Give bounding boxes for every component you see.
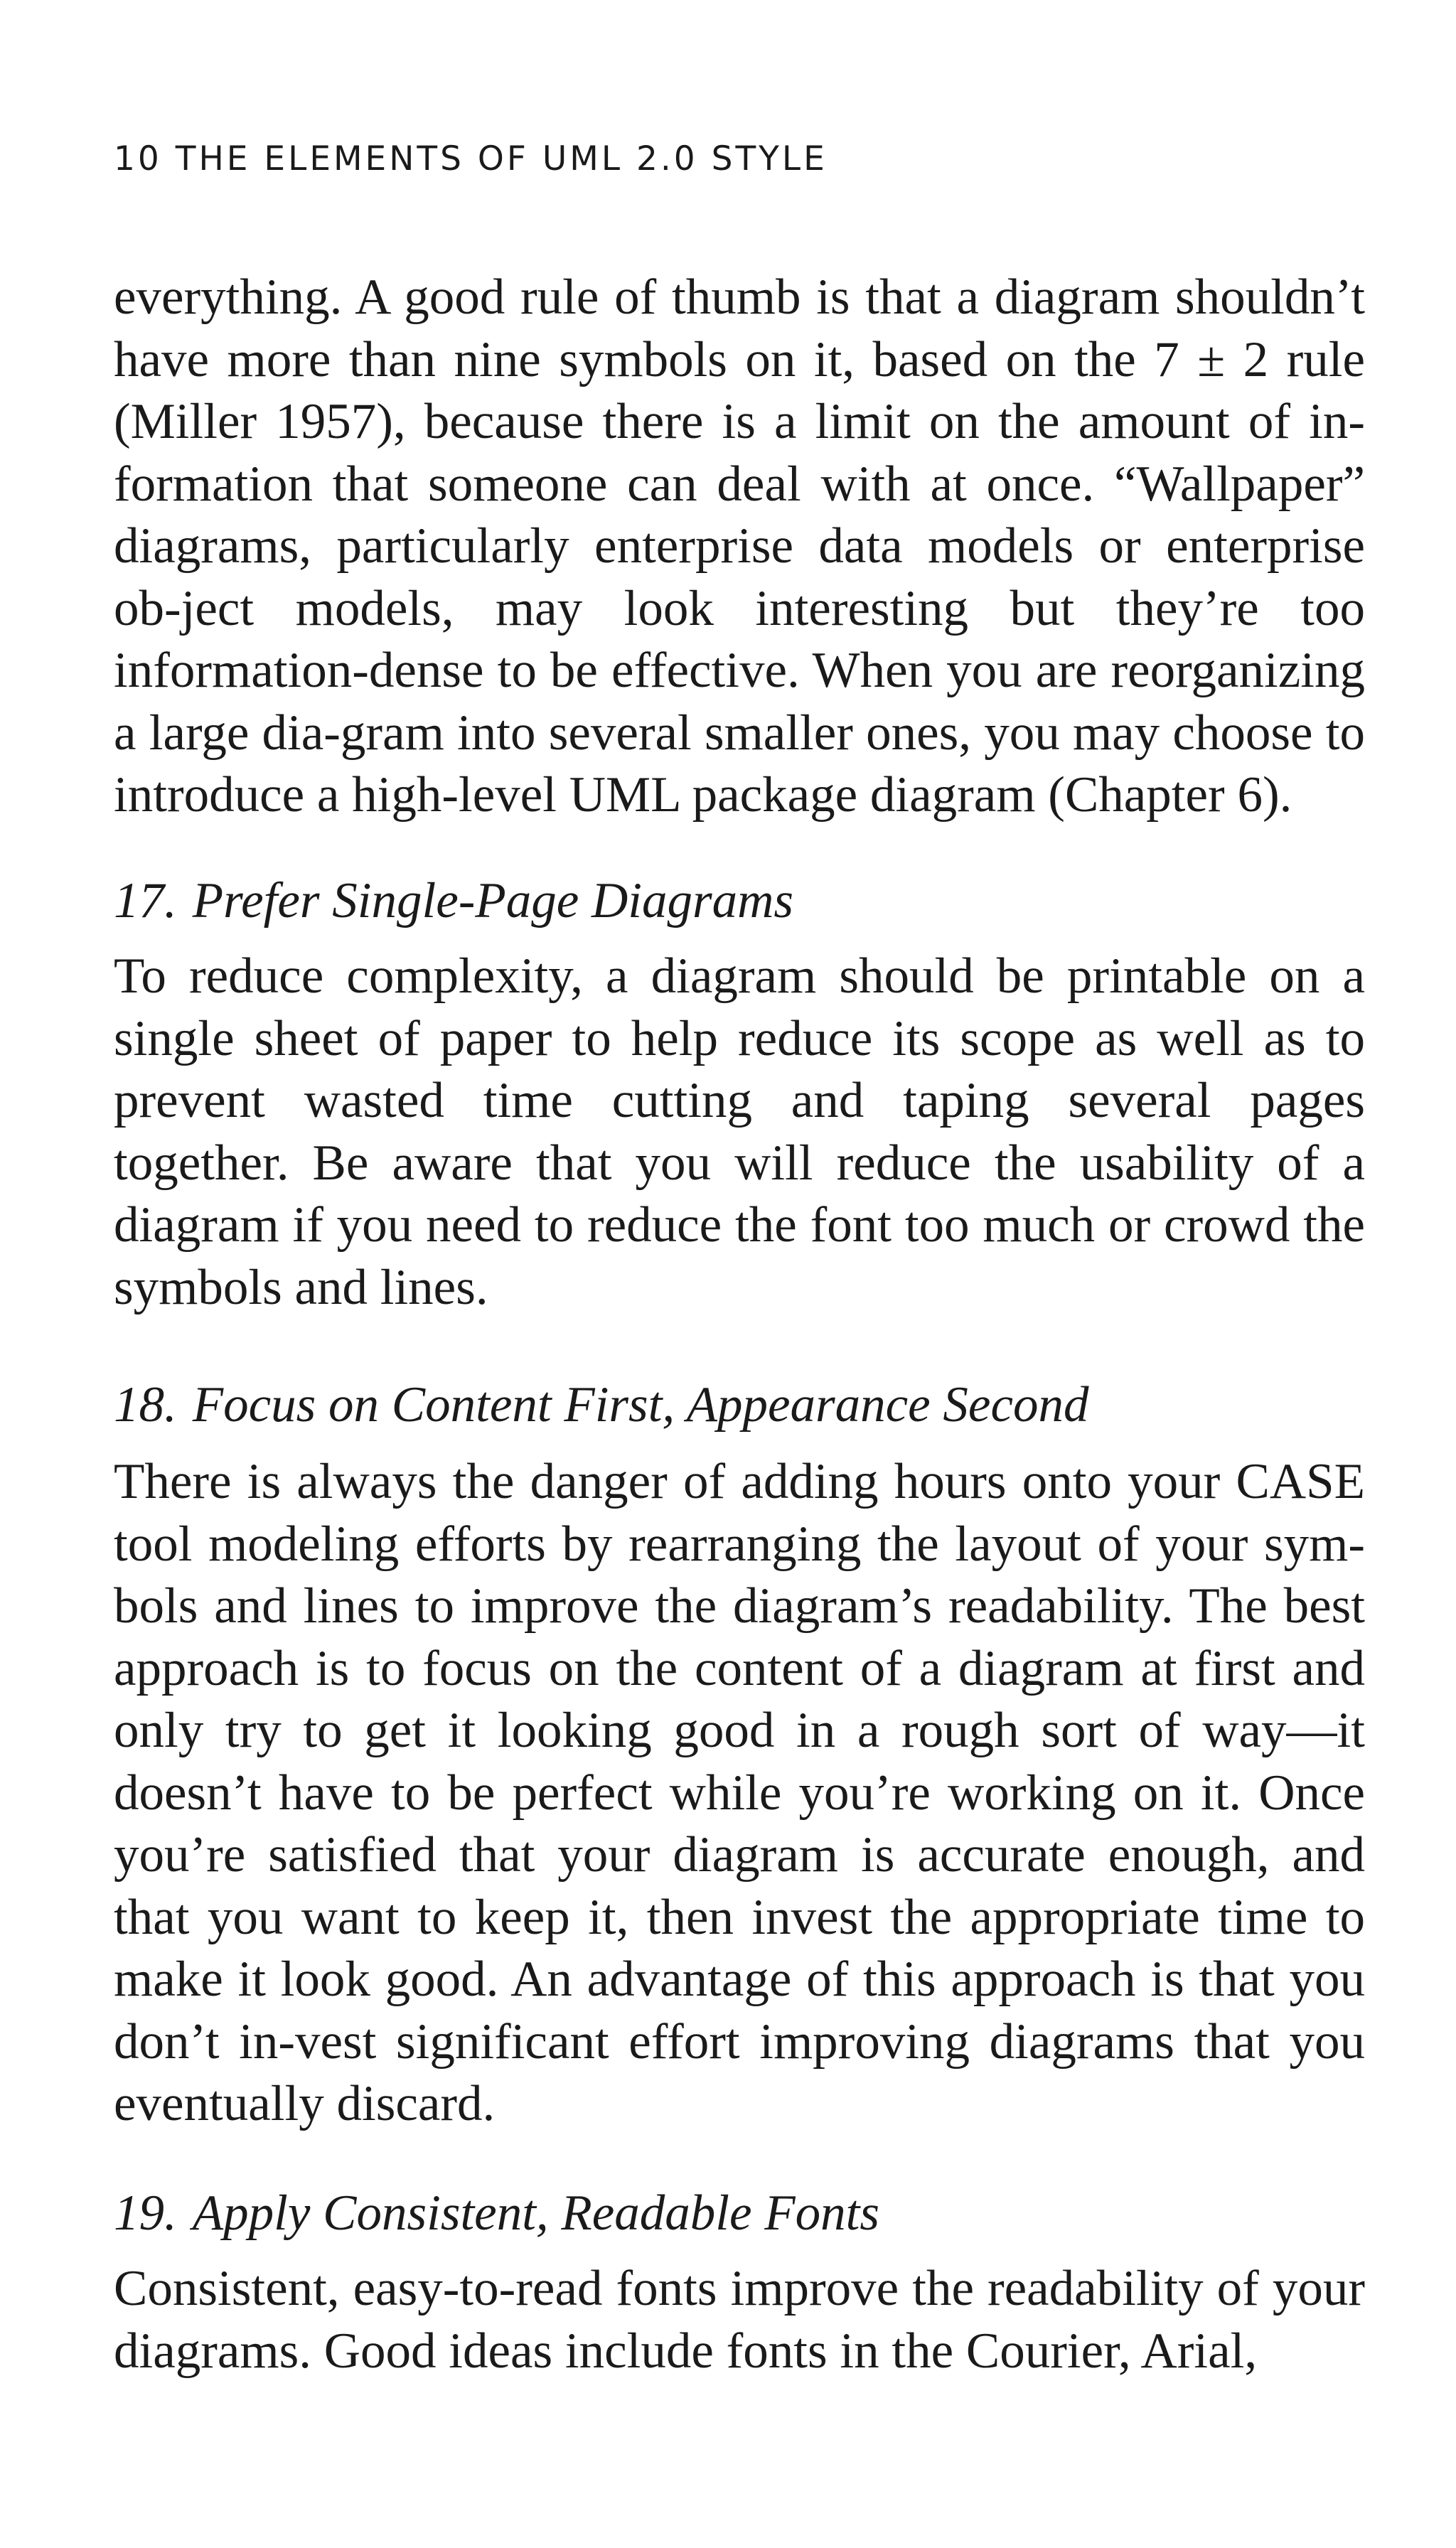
section-number: 17. [114, 873, 177, 928]
running-head: 10 THE ELEMENTS OF UML 2.0 STYLE [114, 139, 828, 178]
section-title: Focus on Content First, Appearance Second [192, 1377, 1089, 1433]
section-heading-17 [114, 870, 793, 933]
section-paragraph-19: Consistent, easy-to-read fonts improve the readability of your diagrams. Good ideas include fonts in the Courier, Arial, [114, 2261, 1365, 2379]
section-title: Apply Consistent, Readable Fonts [192, 2185, 880, 2241]
section-paragraph-18: There is always the danger of adding hours onto your CASE tool modeling efforts by rearranging the layout of your sym-bols and lines to improve the diagram’s readability. The best approach is to focus on the content of a diagram at first and only try to get it looking good in a rough sort of way—it doesn’t have to be perfect while you’re working on it. Once you’re satisfied that your diagram is accurate enough, and that you want to keep it, then invest the appropriate time to make it look good. An advantage of this approach is that you don’t in-vest significant effort improving diagrams that you eventually discard. [114, 1454, 1365, 2131]
section-number: 18. [114, 1377, 177, 1433]
section-heading-18 [114, 1374, 1088, 1437]
section-title: Prefer Single-Page Diagrams [192, 873, 794, 928]
section-paragraph-17: To reduce complexity, a diagram should be printable on a single sheet of paper to help reduce its scope as well as to prevent wasted time cutting and taping several pages together. Be aware that you will reduce the usability of a diagram if you need to reduce the font too much or crowd the symbols and lines. [114, 948, 1365, 1315]
section-number: 19. [114, 2185, 177, 2241]
intro-paragraph: everything. A good rule of thumb is that a diagram shouldn’t have more than nine symbols on it, based on the 7 ± 2 rule (Miller 1957), because there is a limit on the amount of in-formation that someone can deal with at once. “Wallpaper” diagrams, particularly enterprise data models or enterprise ob-ject models, may look interesting but they’re too information-dense to be effective. When you are reorganizing a large dia-gram into several smaller ones, you may choose to introduce a high-level UML package diagram (Chapter 6). [114, 269, 1365, 823]
section-heading-19 [114, 2183, 879, 2245]
